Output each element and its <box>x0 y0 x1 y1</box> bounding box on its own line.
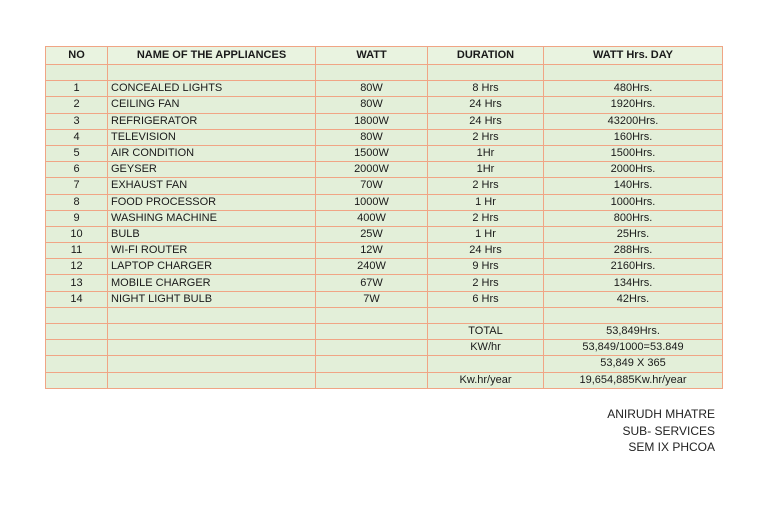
row-no: 10 <box>46 226 108 242</box>
table-row <box>46 129 723 145</box>
row-duration: 9 Hrs <box>428 259 544 275</box>
row-watt-hrs: 42Hrs. <box>544 291 723 307</box>
empty-cell <box>46 307 108 323</box>
row-duration: 2 Hrs <box>428 210 544 226</box>
author-block <box>607 406 715 456</box>
author-name: ANIRUDH MHATRE <box>607 407 715 421</box>
table-row <box>46 226 723 242</box>
row-watt: 7W <box>316 291 428 307</box>
row-watt: 1800W <box>316 113 428 129</box>
summary-row <box>46 324 723 340</box>
row-watt-hrs: 2160Hrs. <box>544 259 723 275</box>
appliance-name: GEYSER <box>108 162 316 178</box>
row-watt: 25W <box>316 226 428 242</box>
empty-cell <box>108 65 316 81</box>
appliance-name: NIGHT LIGHT BULB <box>108 291 316 307</box>
summary-value: 53,849/1000=53.849 <box>544 340 723 356</box>
summary-label: KW/hr <box>428 340 544 356</box>
appliance-name: WI-FI ROUTER <box>108 243 316 259</box>
header-no: NO <box>46 47 108 65</box>
row-watt-hrs: 480Hrs. <box>544 81 723 97</box>
semester-info: SEM IX PHCOA <box>628 440 715 454</box>
table-row <box>46 145 723 161</box>
appliance-name: BULB <box>108 226 316 242</box>
spacer-row <box>46 65 723 81</box>
row-watt: 400W <box>316 210 428 226</box>
empty-cell <box>108 372 316 388</box>
row-watt: 80W <box>316 129 428 145</box>
empty-cell <box>316 307 428 323</box>
row-duration: 1 Hr <box>428 226 544 242</box>
row-watt: 12W <box>316 243 428 259</box>
summary-row <box>46 372 723 388</box>
row-no: 1 <box>46 81 108 97</box>
appliance-table <box>45 46 723 389</box>
spacer-row <box>46 307 723 323</box>
summary-value: 19,654,885Kw.hr/year <box>544 372 723 388</box>
row-no: 9 <box>46 210 108 226</box>
row-watt: 240W <box>316 259 428 275</box>
header-watt-hrs-day: WATT Hrs. DAY <box>544 47 723 65</box>
empty-cell <box>316 372 428 388</box>
summary-row <box>46 356 723 372</box>
row-watt-hrs: 1920Hrs. <box>544 97 723 113</box>
table-row <box>46 275 723 291</box>
appliance-name: LAPTOP CHARGER <box>108 259 316 275</box>
row-watt-hrs: 288Hrs. <box>544 243 723 259</box>
row-no: 11 <box>46 243 108 259</box>
row-watt: 80W <box>316 81 428 97</box>
header-duration: DURATION <box>428 47 544 65</box>
row-duration: 2 Hrs <box>428 178 544 194</box>
row-no: 12 <box>46 259 108 275</box>
row-watt: 1500W <box>316 145 428 161</box>
empty-cell <box>544 65 723 81</box>
row-no: 7 <box>46 178 108 194</box>
header-watt: WATT <box>316 47 428 65</box>
table-row <box>46 243 723 259</box>
summary-label: TOTAL <box>428 324 544 340</box>
summary-label <box>428 356 544 372</box>
summary-row <box>46 340 723 356</box>
empty-cell <box>108 324 316 340</box>
row-watt-hrs: 1500Hrs. <box>544 145 723 161</box>
empty-cell <box>46 372 108 388</box>
row-watt-hrs: 800Hrs. <box>544 210 723 226</box>
row-duration: 24 Hrs <box>428 113 544 129</box>
row-no: 3 <box>46 113 108 129</box>
appliance-name: EXHAUST FAN <box>108 178 316 194</box>
table-row <box>46 113 723 129</box>
appliance-name: CEILING FAN <box>108 97 316 113</box>
appliance-name: REFRIGERATOR <box>108 113 316 129</box>
row-duration: 1Hr <box>428 145 544 161</box>
empty-cell <box>316 65 428 81</box>
row-duration: 24 Hrs <box>428 97 544 113</box>
row-no: 5 <box>46 145 108 161</box>
row-duration: 2 Hrs <box>428 275 544 291</box>
summary-label: Kw.hr/year <box>428 372 544 388</box>
row-watt-hrs: 2000Hrs. <box>544 162 723 178</box>
row-no: 6 <box>46 162 108 178</box>
row-watt: 1000W <box>316 194 428 210</box>
table-row <box>46 178 723 194</box>
empty-cell <box>108 307 316 323</box>
row-no: 2 <box>46 97 108 113</box>
appliance-name: FOOD PROCESSOR <box>108 194 316 210</box>
appliance-name: CONCEALED LIGHTS <box>108 81 316 97</box>
row-no: 13 <box>46 275 108 291</box>
empty-cell <box>316 324 428 340</box>
row-duration: 1Hr <box>428 162 544 178</box>
summary-value: 53,849Hrs. <box>544 324 723 340</box>
appliance-name: AIR CONDITION <box>108 145 316 161</box>
row-duration: 24 Hrs <box>428 243 544 259</box>
summary-value: 53,849 X 365 <box>544 356 723 372</box>
empty-cell <box>316 356 428 372</box>
empty-cell <box>428 65 544 81</box>
empty-cell <box>46 356 108 372</box>
row-watt-hrs: 43200Hrs. <box>544 113 723 129</box>
empty-cell <box>46 65 108 81</box>
empty-cell <box>544 307 723 323</box>
appliance-name: WASHING MACHINE <box>108 210 316 226</box>
subject-name: SUB- SERVICES <box>622 423 715 438</box>
empty-cell <box>108 356 316 372</box>
row-watt-hrs: 1000Hrs. <box>544 194 723 210</box>
table-row <box>46 291 723 307</box>
row-duration: 2 Hrs <box>428 129 544 145</box>
header-row <box>46 47 723 65</box>
row-watt-hrs: 160Hrs. <box>544 129 723 145</box>
row-watt-hrs: 140Hrs. <box>544 178 723 194</box>
empty-cell <box>46 340 108 356</box>
row-duration: 1 Hr <box>428 194 544 210</box>
row-watt-hrs: 25Hrs. <box>544 226 723 242</box>
row-duration: 6 Hrs <box>428 291 544 307</box>
row-duration: 8 Hrs <box>428 81 544 97</box>
empty-cell <box>428 307 544 323</box>
row-no: 14 <box>46 291 108 307</box>
table-row <box>46 97 723 113</box>
row-watt-hrs: 134Hrs. <box>544 275 723 291</box>
empty-cell <box>46 324 108 340</box>
empty-cell <box>108 340 316 356</box>
header-name: NAME OF THE APPLIANCES <box>108 47 316 65</box>
table-row <box>46 162 723 178</box>
table-row <box>46 81 723 97</box>
appliance-name: TELEVISION <box>108 129 316 145</box>
row-no: 4 <box>46 129 108 145</box>
appliance-name: MOBILE CHARGER <box>108 275 316 291</box>
empty-cell <box>316 340 428 356</box>
table-row <box>46 259 723 275</box>
row-watt: 67W <box>316 275 428 291</box>
row-watt: 2000W <box>316 162 428 178</box>
row-no: 8 <box>46 194 108 210</box>
row-watt: 80W <box>316 97 428 113</box>
table-row <box>46 194 723 210</box>
table-row <box>46 210 723 226</box>
row-watt: 70W <box>316 178 428 194</box>
